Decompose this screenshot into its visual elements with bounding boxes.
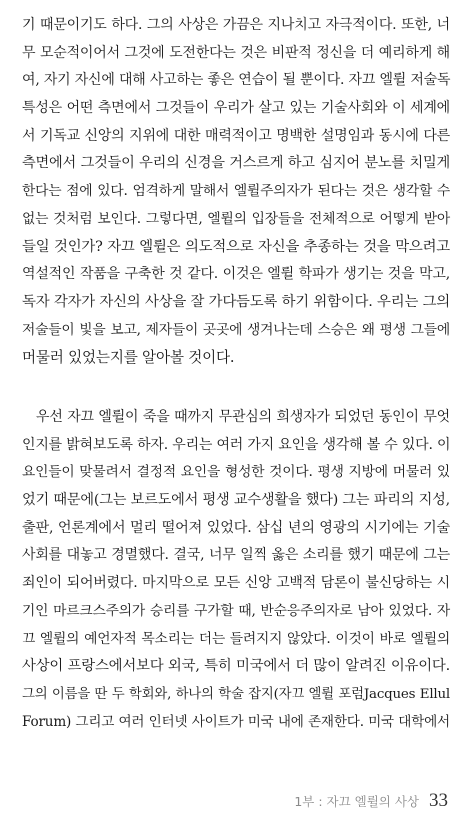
text-line: 우선 자끄 엘륄이 죽을 때까지 무관심의 희생자가 되었던 동인이 무엇 xyxy=(36,409,450,425)
text-line: 인지를 밝혀보도록 하자. 우리는 여러 가지 요인을 생각해 볼 수 있다. 이 xyxy=(22,436,451,453)
text-line: 머물러 있었는지를 알아볼 것이다. xyxy=(22,349,235,367)
text-line: 무 모순적이어서 그것에 도전한다는 것은 비판적 정신을 더 예리하게 해 xyxy=(22,44,450,61)
running-head: 1부 : 자끄 엘륄의 사상 xyxy=(294,794,419,809)
page-footer xyxy=(294,790,448,820)
text-line: 없는 것처럼 보인다. 그렇다면, 엘륄의 입장들을 전체적으로 어떻게 받아 xyxy=(22,210,450,227)
text-line: 역설적인 작품을 구축한 것 같다. 이것은 엘륄 학파가 생기는 것을 막고, xyxy=(22,266,450,283)
text-line: 저술들이 빛을 보고, 제자들이 곳곳에 생겨나는데 스승은 왜 평생 그들에 xyxy=(22,321,450,338)
text-line: 기인 마르크스주의가 승리를 구가할 때, 반순응주의자로 남아 있었다. 자 xyxy=(22,602,450,619)
text-line: 요인들이 맞물려서 결정적 요인을 형성한 것이다. 평생 지방에 머물러 있 xyxy=(22,464,450,481)
text-line: 여, 자기 자신에 대해 사고하는 좋은 연습이 될 뿐이다. 자끄 엘륄 저술독 xyxy=(22,72,451,89)
text-line: 죄인이 되어버렸다. 마지막으로 모든 신앙 고백적 담론이 불신당하는 시 xyxy=(22,575,450,592)
text-line: 기 때문이기도 하다. 그의 사상은 가끔은 지나치고 자극적이다. 또한, 너 xyxy=(22,17,450,33)
text-line: 측면에서 그것들이 우리의 신경을 거스르게 하고 심지어 분노를 치밀게 xyxy=(22,155,450,172)
text-line: 들일 것인가? 자끄 엘륄은 의도적으로 자신을 추종하는 것을 막으려고 xyxy=(22,238,450,255)
text-line: Forum) 그리고 여러 인터넷 사이트가 미국 내에 존재한다. 미국 대학에서 xyxy=(22,713,450,730)
text-line: 출판, 언론계에서 멀리 떨어져 있었다. 삼십 년의 영광의 시기에는 기술 xyxy=(22,519,450,536)
text-line: 그의 이름을 딴 두 학회와, 하나의 학술 잡지(자끄 엘륄 포럼Jacques Ellul xyxy=(22,686,450,702)
text-line: 사회를 대놓고 경멸했다. 결국, 너무 일찍 옳은 소리를 했기 때문에 그는 xyxy=(22,547,450,564)
text-line: 서 기독교 신앙의 지위에 대한 매력적이고 명백한 설명임과 동시에 다른 xyxy=(22,127,450,144)
paragraph-2 xyxy=(22,404,450,736)
text-line: 특성은 어떤 측면에서 그것들이 우리가 살고 있는 기술사회와 이 세계에 xyxy=(22,100,450,117)
text-line: 한다는 점에 있다. 엄격하게 말해서 엘륄주의자가 된다는 것은 생각할 수 xyxy=(22,183,450,200)
text-line: 었기 때문에(그는 보르도에서 평생 교수생활을 했다) 그는 파리의 지성, xyxy=(22,492,450,509)
text-line: 사상이 프랑스에서보다 외국, 특히 미국에서 더 많이 알려진 이유이다. xyxy=(22,658,450,675)
paragraph-1 xyxy=(22,12,450,372)
text-line: 독자 각자가 자신의 사상을 잘 가다듬도록 하기 위함이다. 우리는 그의 xyxy=(22,293,450,310)
text-line: 끄 엘륄의 예언자적 목소리는 더는 들려지지 않았다. 이것이 바로 엘륄의 xyxy=(22,630,450,647)
page-number: 33 xyxy=(429,790,448,811)
